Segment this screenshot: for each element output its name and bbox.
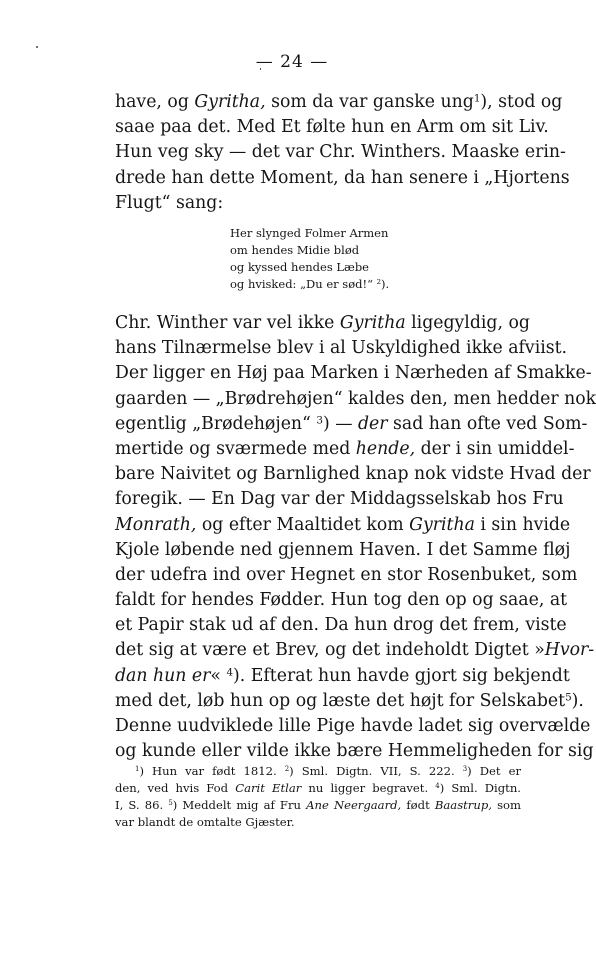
footnote-line: den, ved hvis Fod Carit Etlar nu ligger begravet. $^4$) Sml. Digtn. [115, 781, 521, 795]
text-line: det sig at være et Brev, og det indeholdt Digtet »Hvor- [115, 640, 595, 661]
footnote-ref: 2 [376, 278, 382, 287]
text-line: saae paa det. Med Et følte hun en Arm om sit Liv. [115, 117, 549, 138]
text-line: der udefra ind over Hegnet en stor Rosenbuket, som [115, 564, 578, 585]
text-line: Monrath, og efter Maaltidet kom Gyritha i sin hvide [115, 514, 571, 535]
poem-line: om hendes Midie blød [230, 243, 360, 257]
poem-line: og hvisked: „Du er sød!“ $^2$). [230, 277, 390, 291]
text-line: have, og Gyritha, som da var ganske ung$^1$), stod og [115, 92, 563, 112]
text-line: dan hun er« $^4$). Efterat hun havde gjort sig bekjendt [115, 665, 570, 686]
poem-quote [230, 225, 389, 293]
footnote-line: var blandt de omtalte Gjæster. [115, 815, 295, 829]
paragraph-2 [115, 311, 596, 764]
text-line: Denne uudviklede lille Pige havde ladet sig overvælde [115, 716, 591, 736]
paragraph-1 [115, 90, 570, 216]
footnote-ref: 3 [316, 414, 323, 427]
text-line: drede han dette Moment, da han senere i „Hjortens [115, 167, 570, 188]
poem-line: Her slynged Folmer Armen [230, 226, 389, 240]
speck-mark [36, 46, 38, 48]
text-line: faldt for hendes Fødder. Hun tog den op og saae, at [115, 590, 568, 611]
footnote-ref: 4 [226, 665, 234, 678]
footnote-ref: 1 [473, 92, 481, 105]
footnote-line: I, S. 86. $^5$) Meddelt mig af Fru Ane Neergaard, født Baastrup, som [115, 798, 521, 812]
text-line: hans Tilnærmelse blev i al Uskyldighed ikke afviist. [115, 338, 568, 359]
text-line: og kunde eller vilde ikke bære Hemmeligheden for sig [115, 741, 594, 762]
text-line: mertide og sværmede med hende, der i sin umiddel- [115, 438, 575, 459]
text-line: Flugt“ sang: [115, 192, 224, 213]
footnote-line: $^1$) Hun var født 1812. $^2$) Sml. Digtn. VII, S. 222. $^3$) Det er [135, 764, 521, 778]
poem-line: og kyssed hendes Læbe [230, 260, 369, 274]
page-number: — 24 — [255, 52, 329, 72]
text-line: bare Naivitet og Barnlighed knap nok vidste Hvad der [115, 464, 591, 485]
text-line: gaarden — „Brødrehøjen“ kaldes den, men hedder nok [115, 388, 596, 409]
footnote-ref: 5 [565, 691, 572, 704]
text-line: Kjole løbende ned gjennem Haven. I det Samme fløj [115, 539, 571, 560]
text-line: Chr. Winther var vel ikke Gyritha ligegyldig, og [115, 313, 530, 333]
text-line: Der ligger en Høj paa Marken i Nærheden af Smakke- [115, 363, 592, 384]
text-line: foregik. — En Dag var der Middagsselskab hos Fru [115, 489, 564, 510]
text-line: med det, løb hun op og læste det højt for Selskabet$^5$). [115, 690, 584, 711]
footnotes [115, 763, 521, 831]
text-line: et Papir stak ud af den. Da hun drog det frem, viste [115, 615, 567, 636]
text-line: Hun veg sky — det var Chr. Winthers. Maaske erin- [115, 142, 566, 163]
text-line: egentlig „Brødehøjen“ $^3$) — der sad han ofte ved Som- [115, 413, 588, 434]
